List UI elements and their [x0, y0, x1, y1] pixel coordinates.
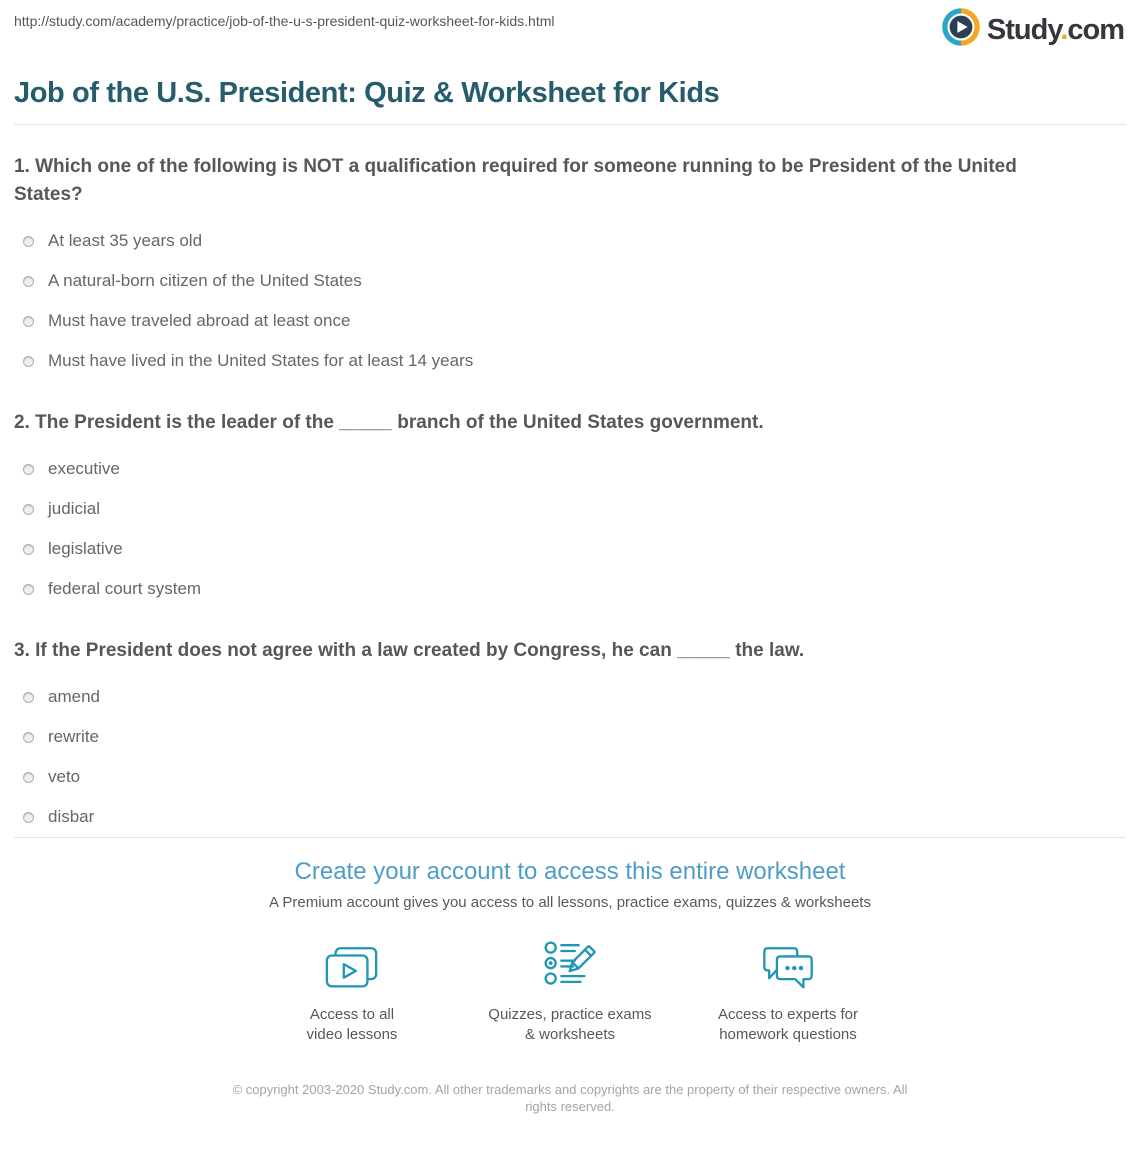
radio-button[interactable] [23, 464, 34, 475]
feature-video-lessons [243, 937, 461, 1045]
option-label: veto [48, 767, 81, 786]
option-label: disbar [48, 807, 95, 826]
option-label: legislative [48, 539, 123, 558]
radio-button[interactable] [23, 356, 34, 367]
features-row [0, 937, 1140, 1045]
feature-label: Quizzes, practice exams & worksheets [488, 1006, 652, 1043]
answer-option[interactable] [14, 569, 1126, 609]
radio-button[interactable] [23, 504, 34, 515]
divider [14, 837, 1126, 838]
feature-label: Access to experts for homework questions [717, 1006, 859, 1043]
radio-button[interactable] [23, 236, 34, 247]
answer-option[interactable] [14, 261, 1126, 301]
quiz-worksheet-icon [461, 937, 679, 993]
question-2 [14, 409, 1126, 609]
question-1 [14, 153, 1126, 381]
answer-option[interactable] [14, 529, 1126, 569]
video-lessons-icon [243, 937, 461, 993]
studycom-logo-icon [942, 8, 980, 51]
page-header [0, 0, 1140, 50]
option-label: Must have lived in the United States for at least 14 years [48, 351, 474, 370]
question-text: 2. The President is the leader of the _____ branch of the United States government. [14, 412, 764, 433]
chat-experts-icon [679, 937, 897, 993]
page-title: Job of the U.S. President: Quiz & Worksheet for Kids [14, 77, 720, 109]
feature-label: Access to all video lessons [306, 1006, 398, 1043]
answer-option[interactable] [14, 677, 1126, 717]
answer-option[interactable] [14, 797, 1126, 837]
feature-quizzes-worksheets [461, 937, 679, 1045]
page-url: http://study.com/academy/practice/job-of-the-u-s-president-quiz-worksheet-for-kids.html [14, 13, 555, 29]
option-label: judicial [48, 499, 100, 518]
copyright-notice [218, 1081, 923, 1115]
cta-subheading: A Premium account gives you access to all lessons, practice exams, quizzes & worksheets [269, 894, 871, 911]
radio-button[interactable] [23, 584, 34, 595]
answer-option[interactable] [14, 717, 1126, 757]
divider [14, 124, 1126, 125]
create-account-section [0, 857, 1140, 1045]
radio-button[interactable] [23, 692, 34, 703]
option-label: amend [48, 687, 100, 706]
radio-button[interactable] [23, 732, 34, 743]
option-label: Must have traveled abroad at least once [48, 311, 351, 330]
option-label: rewrite [48, 727, 100, 746]
option-label: federal court system [48, 579, 202, 598]
answer-option[interactable] [14, 489, 1126, 529]
answer-option[interactable] [14, 221, 1126, 261]
radio-button[interactable] [23, 772, 34, 783]
radio-button[interactable] [23, 812, 34, 823]
option-label: At least 35 years old [48, 231, 203, 250]
radio-button[interactable] [23, 316, 34, 327]
answer-option[interactable] [14, 757, 1126, 797]
radio-button[interactable] [23, 544, 34, 555]
question-text: 1. Which one of the following is NOT a qualification required for someone running to be President of the United States? [14, 156, 1017, 205]
question-3 [14, 637, 1126, 837]
copyright-text: © copyright 2003-2020 Study.com. All other trademarks and copyrights are the property of their respective owners. All rights reserved. [232, 1082, 908, 1114]
radio-button[interactable] [23, 276, 34, 287]
answer-option[interactable] [14, 449, 1126, 489]
answer-option[interactable] [14, 341, 1126, 381]
question-text: 3. If the President does not agree with a law created by Congress, he can _____ the law. [14, 640, 805, 661]
option-label: executive [48, 459, 120, 478]
answer-option[interactable] [14, 301, 1126, 341]
studycom-logo-text: Study.com [986, 13, 1124, 46]
cta-heading: Create your account to access this entire worksheet [294, 858, 846, 885]
studycom-logo[interactable] [942, 8, 1124, 51]
feature-expert-help [679, 937, 897, 1045]
option-label: A natural-born citizen of the United States [48, 271, 362, 290]
